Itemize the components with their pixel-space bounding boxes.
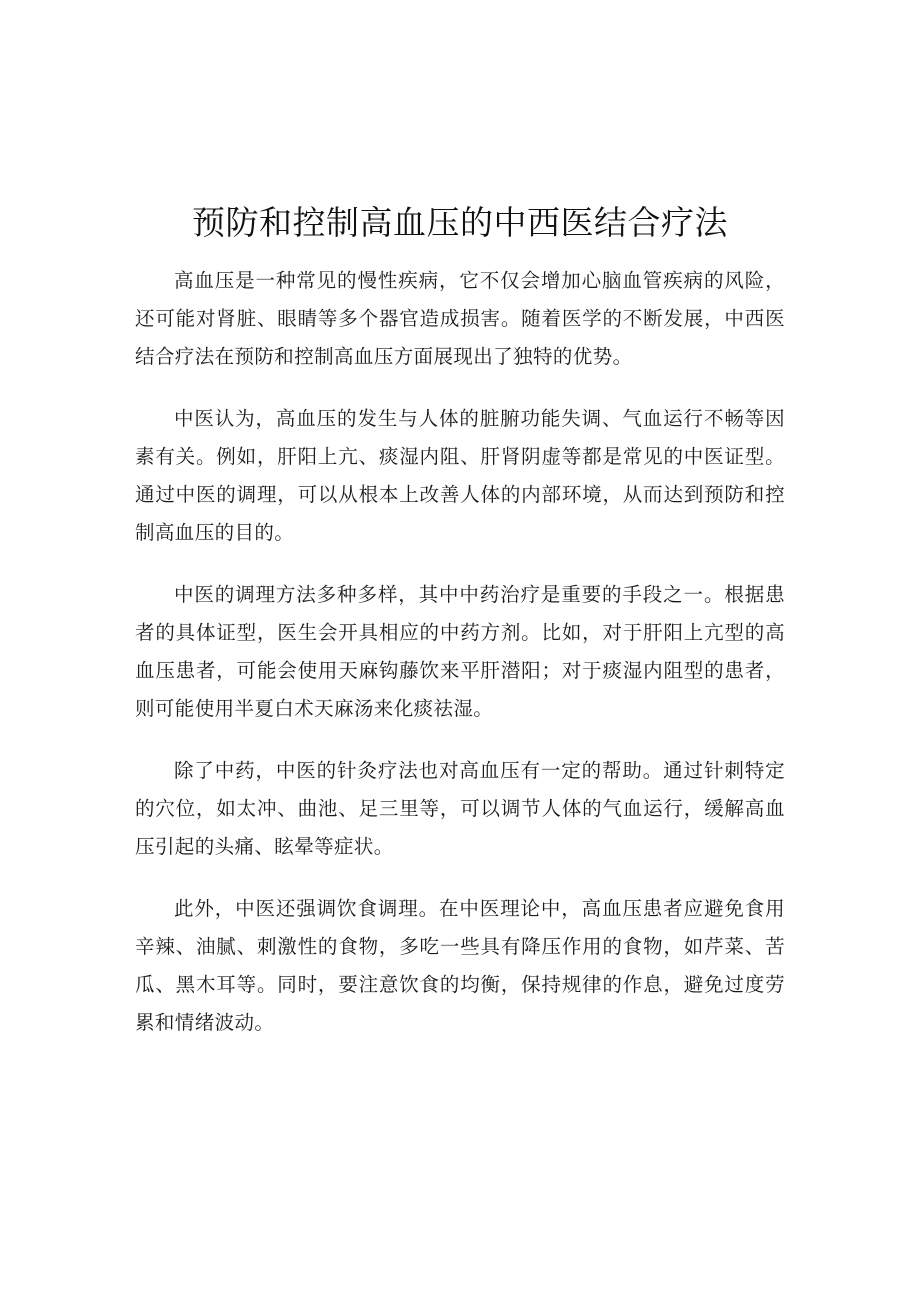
paragraph-tcm-theory: 中医认为，高血压的发生与人体的脏腑功能失调、气血运行不畅等因素有关。例如，肝阳上亢、痰湿内阻、肝肾阴虚等都是常见的中医证型。通过中医的调理，可以从根本上改善人体的内部环境，从而达到预防和控制高血压的目的。 [135,407,785,544]
paragraph-acupuncture: 除了中药，中医的针灸疗法也对高血压有一定的帮助。通过针刺特定的穴位，如太冲、曲池、足三里等，可以调节人体的气血运行，缓解高血压引起的头痛、眩晕等症状。 [135,759,785,858]
paragraph-diet: 此外，中医还强调饮食调理。在中医理论中，高血压患者应避免食用辛辣、油腻、刺激性的食物，多吃一些具有降压作用的食物，如芹菜、苦瓜、黑木耳等。同时，要注意饮食的均衡，保持规律的作息，避免过度劳累和情绪波动。 [135,897,785,1034]
paragraph-intro: 高血压是一种常见的慢性疾病，它不仅会增加心脑血管疾病的风险，还可能对肾脏、眼睛等多个器官造成损害。随着医学的不断发展，中西医结合疗法在预防和控制高血压方面展现出了独特的优势。 [135,269,785,368]
document-body [135,262,785,1066]
document-title: 预防和控制高血压的中西医结合疗法 [192,203,728,242]
paragraph-herbal-medicine: 中医的调理方法多种多样，其中中药治疗是重要的手段之一。根据患者的具体证型，医生会开具相应的中药方剂。比如，对于肝阳上亢型的高血压患者，可能会使用天麻钩藤饮来平肝潜阳；对于痰湿内阻型的患者，则可能使用半夏白术天麻汤来化痰祛湿。 [135,583,785,720]
